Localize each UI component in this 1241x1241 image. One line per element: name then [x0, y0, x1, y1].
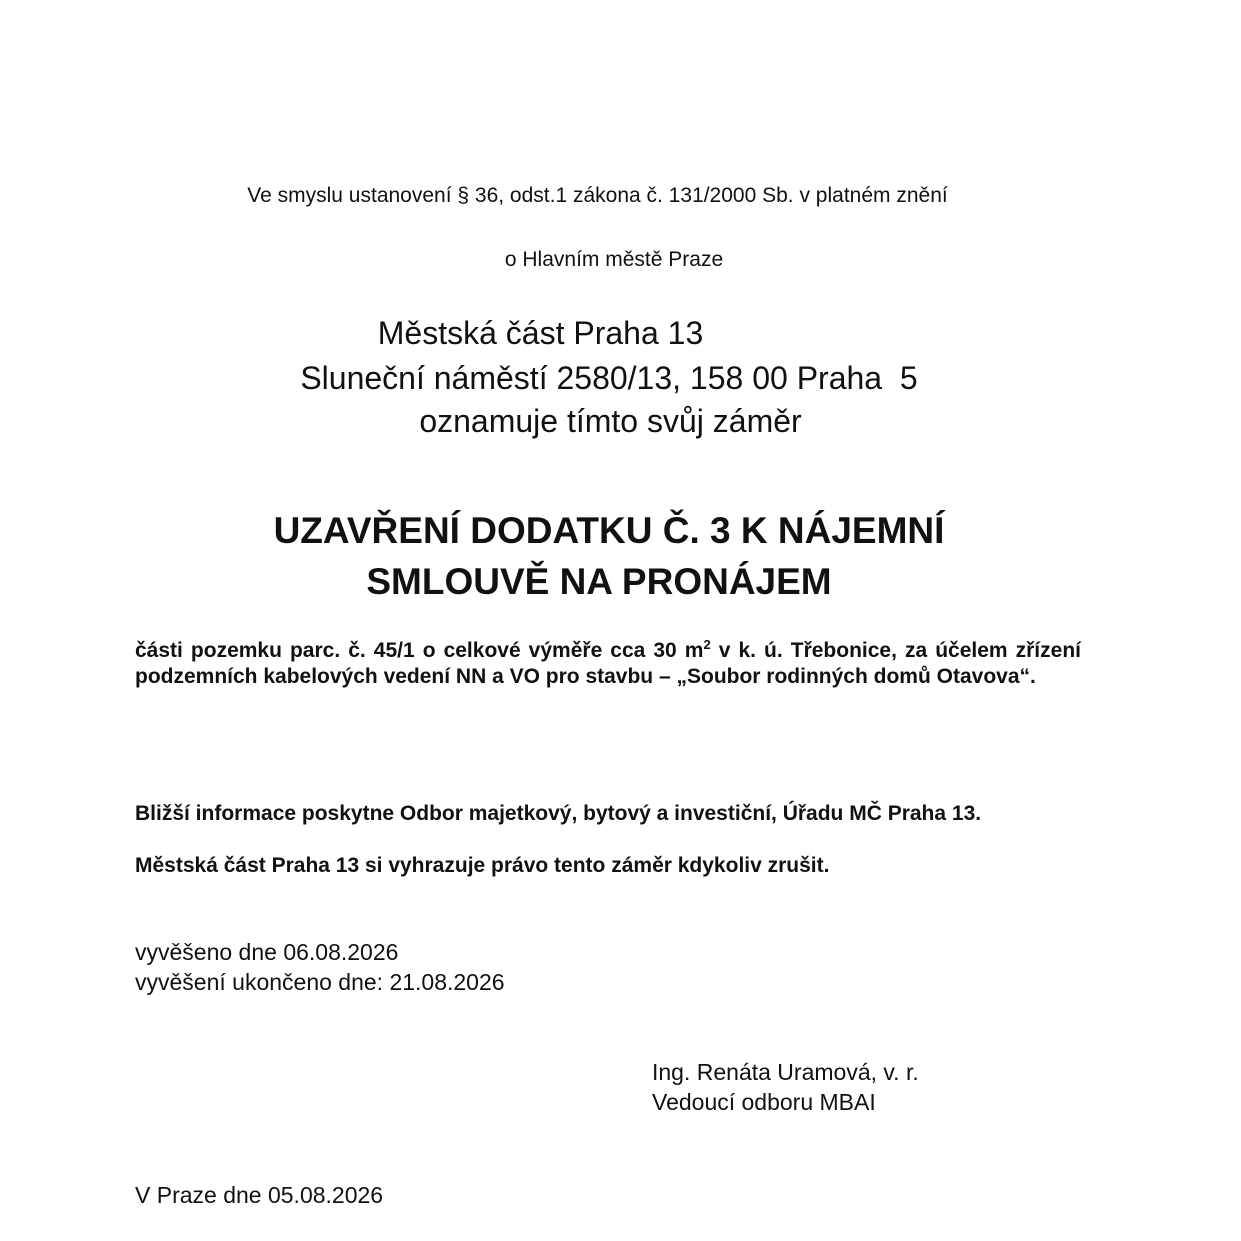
preamble-line-1: Ve smyslu ustanovení § 36, odst.1 zákona č. 131/2000 Sb. v platném znění [247, 184, 948, 207]
subject-text-before-unit: části pozemku parc. č. 45/1 o celkové výměře cca 30 m [135, 639, 704, 662]
preamble-line-2: o Hlavním městě Praze [504, 248, 724, 271]
unit-superscript: 2 [703, 637, 711, 652]
authority-name: Městská část Praha 13 [377, 315, 704, 351]
subject-text-after-unit: v k. ú. Třebonice, za účelem zřízení podzemních kabelových vedení NN a VO pro stavbu – „Soubor rodinných domů Otavova“. [135, 639, 1081, 688]
posted-date: vyvěšeno dne 06.08.2026 [135, 939, 399, 965]
signatory-name: Ing. Renáta Uramová, v. r. [652, 1059, 919, 1085]
posting-dates [135, 937, 505, 997]
signature-block [652, 1057, 919, 1117]
subject-paragraph [135, 638, 1081, 690]
place-and-date: V Praze dne 05.08.2026 [135, 1182, 384, 1208]
posting-ended-date: vyvěšení ukončeno dne: 21.08.2026 [135, 969, 505, 995]
signatory-role: Vedoucí odboru MBAI [652, 1089, 876, 1115]
headline-line-1: UZAVŘENÍ DODATKU Č. 3 K NÁJEMNÍ [273, 510, 945, 551]
reservation-notice: Městská část Praha 13 si vyhrazuje právo tento záměr kdykoliv zrušit. [135, 854, 830, 877]
contact-info: Bližší informace poskytne Odbor majetkový, bytový a investiční, Úřadu MČ Praha 13. [135, 802, 982, 825]
authority-address: Sluneční náměstí 2580/13, 158 00 Praha 5 [300, 360, 918, 396]
headline-line-2: SMLOUVĚ NA PRONÁJEM [366, 561, 832, 602]
authority-intent: oznamuje tímto svůj záměr [419, 403, 802, 439]
